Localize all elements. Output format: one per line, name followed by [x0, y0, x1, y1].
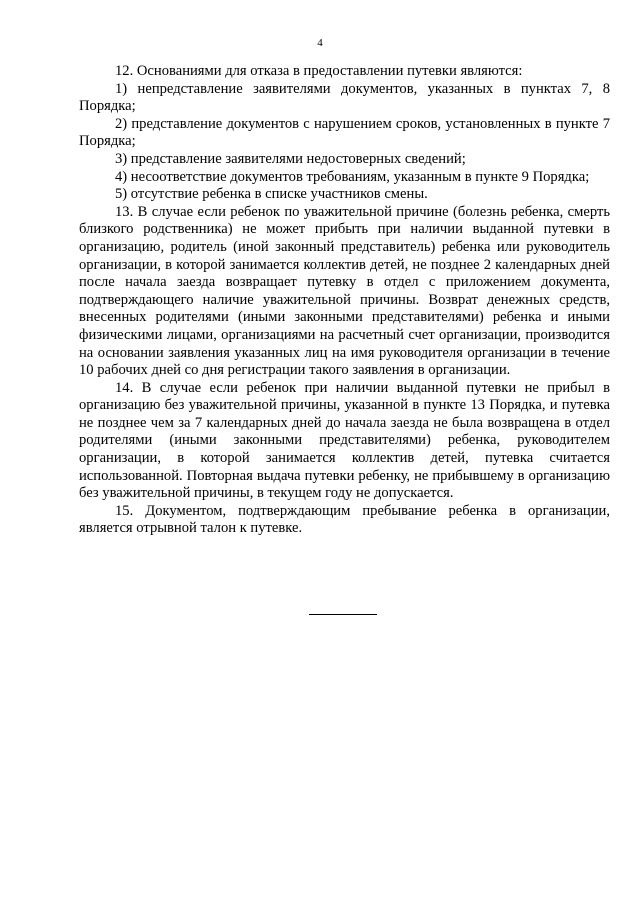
paragraph-15: 15. Документом, подтверждающим пребывание ребенка в организации, является отрывной талон к путевке.	[79, 502, 610, 537]
paragraph-14: 14. В случае если ребенок при наличии выданной путевки не прибыл в организацию без уважительной причины, указанной в пункте 13 Порядка, и путевка не позднее чем за 7 календарных дней до начала заезда не была возвращена в отдел родителями (иными законными представителями) ребенка, руководителем организации, в которой занимается коллектив детей, путевка считается использованной. Повторная выдача путевки ребенку, не прибывшему в организацию без уважительной причины, в текущем году не допускается.	[79, 379, 610, 502]
page-number: 4	[317, 37, 323, 49]
list-item-1: 1) непредставление заявителями документов, указанных в пунктах 7, 8 Порядка;	[79, 80, 610, 115]
end-of-document-rule	[309, 614, 377, 615]
paragraph-13: 13. В случае если ребенок по уважительной причине (болезнь ребенка, смерть близкого родственника) не может прибыть при наличии выданной путевки в организацию, родитель (иной законный представитель) ребенка или руководитель организации, в которой занимается коллектив детей, не позднее 2 календарных дней после начала заезда возвращает путевку в отдел с приложением документа, подтверждающего наличие уважительной причины. Возврат денежных средств, внесенных родителями (иными законными представителями) ребенка и иными физическими лицами, организациями на расчетный счет организации, производится на основании заявления указанных лиц на имя руководителя организации в течение 10 рабочих дней со дня регистрации такого заявления в организации.	[79, 203, 610, 379]
list-item-4: 4) несоответствие документов требованиям, указанным в пункте 9 Порядка;	[115, 168, 590, 185]
list-item-5: 5) отсутствие ребенка в списке участников смены.	[115, 186, 428, 203]
paragraph-12-heading: 12. Основаниями для отказа в предоставлении путевки являются:	[115, 63, 523, 79]
document-body	[79, 63, 610, 538]
list-item-2: 2) представление документов с нарушением сроков, установленных в пункте 7 Порядка;	[79, 115, 610, 150]
list-item-3: 3) представление заявителями недостоверных сведений;	[115, 150, 466, 167]
